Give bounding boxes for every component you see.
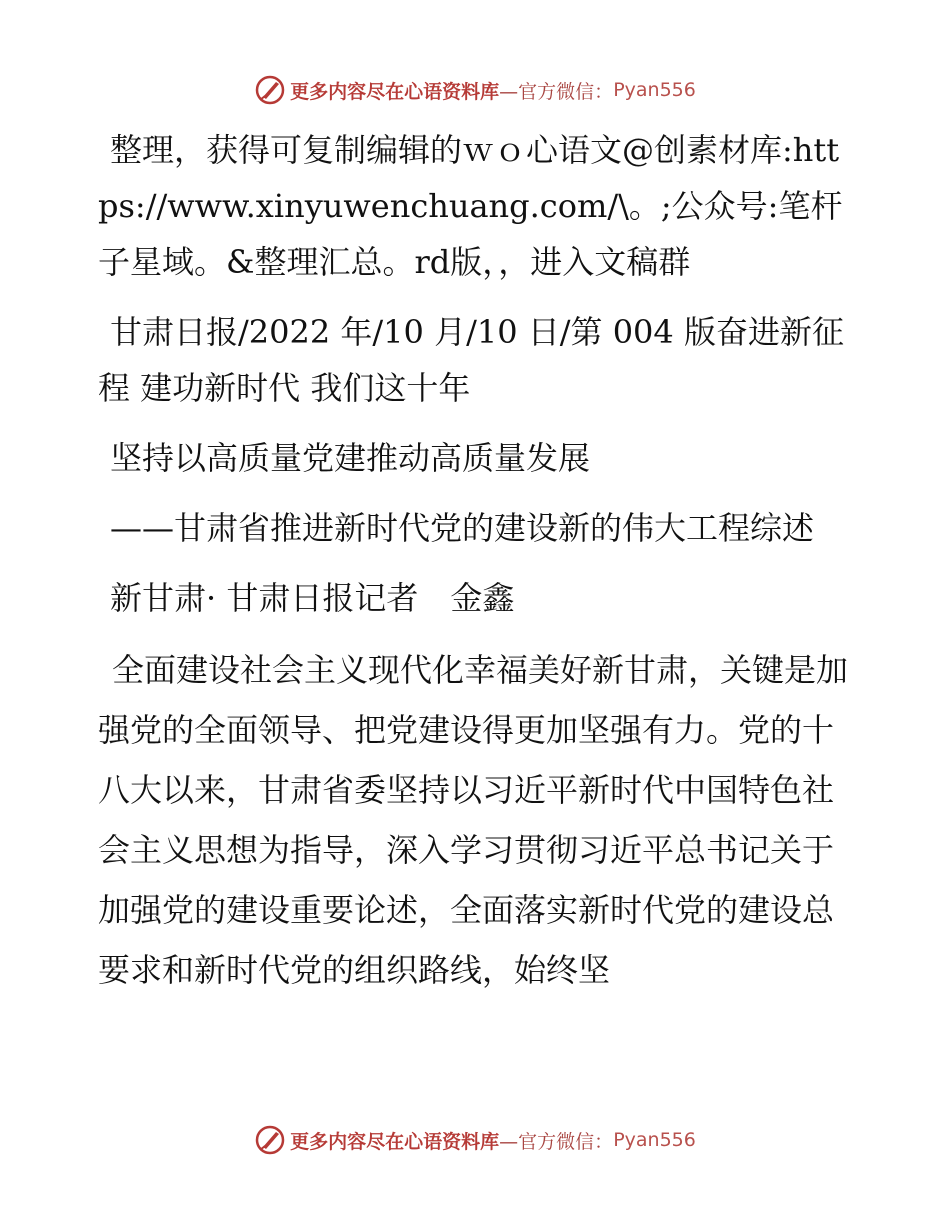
notice-paragraph: 整理，获得可复制编辑的ｗｏ心语文@创素材库:https://www.xinyuwenchuang.com/\。;公众号:笔杆子星域。&整理汇总。rd版，，进入文稿群: [98, 131, 843, 281]
article-headline: 坚持以高质量党建推动高质量发展: [110, 439, 591, 477]
source-line: 甘肃日报/2022 年/10 月/10 日/第 004 版奋进新征程 建功新时代 我们这十年: [98, 313, 844, 407]
header-banner: [0, 70, 950, 110]
quill-logo-icon: [254, 74, 286, 106]
document-content: [98, 122, 858, 1020]
footer-banner-wechat-id: Pyan556: [613, 1129, 696, 1151]
article-body: 全面建设社会主义现代化幸福美好新甘肃，关键是加强党的全面领导、把党建设得更加坚强有力。党的十八大以来，甘肃省委坚持以习近平新时代中国特色社会主义思想为指导，深入学习贯彻习近平总书记关于加强党的建设重要论述，全面落实新时代党的建设总要求和新时代党的组织路线，始终坚: [98, 651, 849, 989]
header-banner-sub-text: —官方微信：: [499, 80, 614, 103]
quill-logo-icon: [254, 1124, 286, 1156]
footer-banner: [0, 1120, 950, 1160]
article-byline: 新甘肃· 甘肃日报记者 金鑫: [110, 579, 515, 617]
header-banner-main-text: 更多内容尽在心语资料库: [290, 80, 500, 103]
footer-banner-sub-text: —官方微信：: [499, 1130, 614, 1153]
header-banner-wechat-id: Pyan556: [613, 79, 696, 101]
article-subheadline: ——甘肃省推进新时代党的建设新的伟大工程综述: [110, 509, 815, 547]
footer-banner-main-text: 更多内容尽在心语资料库: [290, 1130, 500, 1153]
